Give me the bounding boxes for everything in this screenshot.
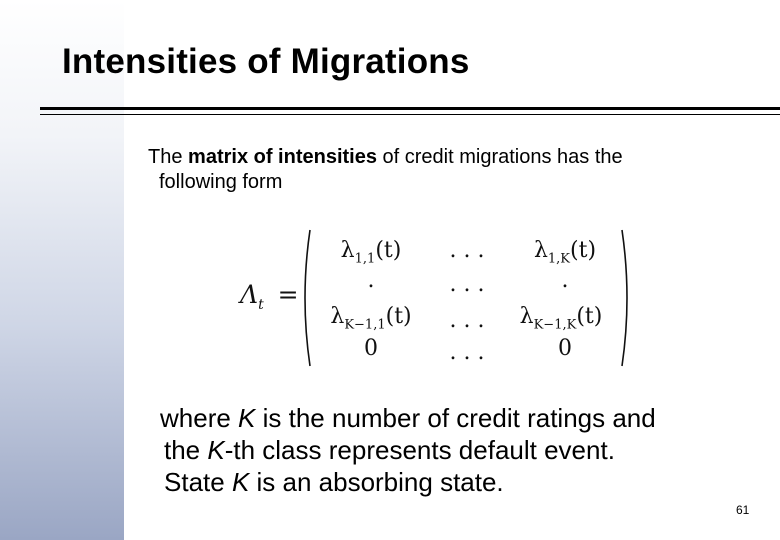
cell-r3c1-symbol: λ bbox=[330, 304, 345, 329]
cell-r3c3-sub: K−1,K bbox=[533, 317, 577, 333]
closing-text bbox=[160, 402, 760, 498]
closing-l3-k: K bbox=[231, 467, 250, 497]
closing-l1-b: is the number of credit ratings and bbox=[255, 403, 656, 433]
matrix-cell-r2c3: . bbox=[561, 268, 569, 293]
matrix-cell-r1c2: . . . bbox=[449, 238, 485, 263]
lhs-symbol: Λ bbox=[240, 280, 259, 309]
closing-l3-a: State bbox=[164, 467, 232, 497]
matrix-cell-r2c2: . . . bbox=[449, 272, 485, 297]
closing-line-3 bbox=[160, 466, 760, 498]
lhs-subscript: t bbox=[258, 297, 264, 313]
closing-l1-a: where bbox=[160, 403, 239, 433]
closing-line-2 bbox=[160, 434, 760, 466]
matrix-lhs bbox=[240, 280, 299, 313]
matrix-cell-r3c1 bbox=[314, 304, 428, 332]
matrix-cell-r4c3: 0 bbox=[558, 336, 572, 361]
matrix-cell-r1c3 bbox=[520, 238, 610, 266]
closing-l2-b: -th class represents default event. bbox=[224, 435, 615, 465]
title-rule-thick bbox=[40, 107, 780, 110]
closing-l2-k: K bbox=[207, 435, 225, 465]
intensity-matrix bbox=[236, 228, 636, 370]
intro-part1: The bbox=[148, 146, 189, 168]
page-number: 61 bbox=[736, 503, 750, 517]
equals-sign: = bbox=[277, 280, 299, 309]
intro-part2: of credit migrations has the bbox=[376, 146, 623, 168]
closing-l2-a: the bbox=[164, 435, 208, 465]
matrix-cell-r4c2: . . . bbox=[449, 340, 485, 365]
cell-r3c1-sub: K−1,1 bbox=[344, 317, 386, 333]
cell-r1c3-arg: (t) bbox=[570, 238, 597, 263]
cell-r1c3-sub: 1,K bbox=[547, 251, 571, 267]
matrix-cell-r3c3 bbox=[502, 304, 620, 332]
matrix-cell-r4c1: 0 bbox=[364, 336, 378, 361]
cell-r1c1-sub: 1,1 bbox=[354, 251, 376, 267]
closing-l1-k: K bbox=[238, 403, 256, 433]
slide-title: Intensities of Migrations bbox=[62, 42, 470, 81]
cell-r1c1-arg: (t) bbox=[375, 238, 402, 263]
matrix-cell-r2c1: . bbox=[367, 268, 375, 293]
cell-r3c3-symbol: λ bbox=[519, 304, 534, 329]
title-rule-thin bbox=[40, 114, 780, 115]
cell-r3c3-arg: (t) bbox=[576, 304, 603, 329]
matrix-cell-r1c1 bbox=[326, 238, 416, 266]
closing-l3-b: is an absorbing state. bbox=[249, 467, 504, 497]
intro-line2: following form bbox=[159, 171, 283, 193]
matrix-cell-r3c2: . . . bbox=[449, 308, 485, 333]
intro-text bbox=[148, 145, 748, 195]
cell-r1c1-symbol: λ bbox=[340, 238, 355, 263]
cell-r3c1-arg: (t) bbox=[385, 304, 412, 329]
cell-r1c3-symbol: λ bbox=[533, 238, 548, 263]
closing-line-1 bbox=[160, 402, 760, 434]
left-paren bbox=[298, 228, 312, 368]
intro-bold: matrix of intensities bbox=[188, 146, 377, 168]
right-paren bbox=[620, 228, 634, 368]
